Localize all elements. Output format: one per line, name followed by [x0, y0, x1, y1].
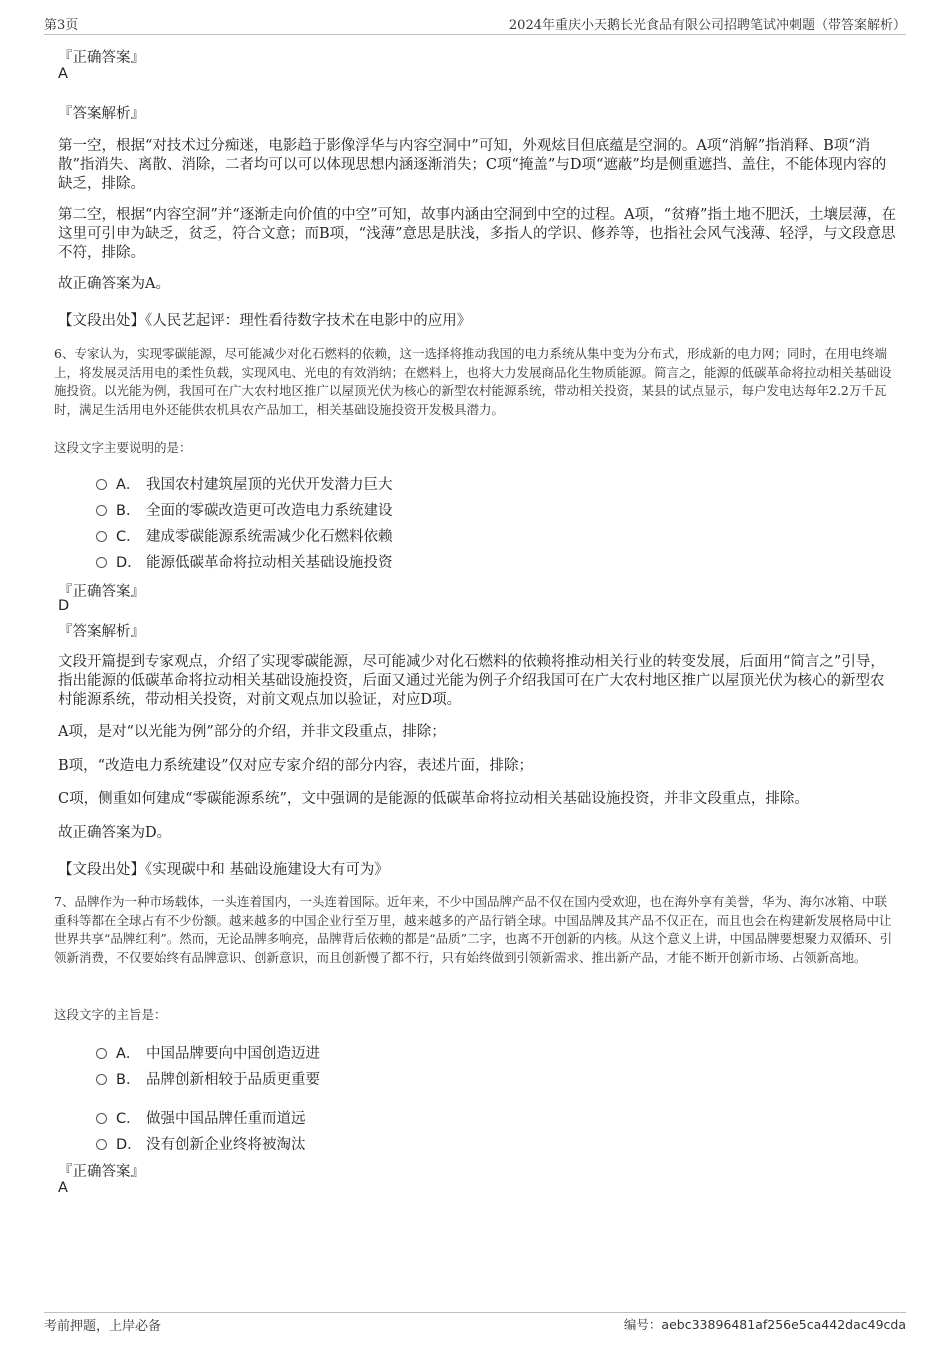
source-citation: 【文段出处】《人民艺起评：理性看待数字技术在电影中的应用》 — [58, 313, 472, 329]
question-prompt: 这段文字主要说明的是： — [54, 440, 192, 455]
answer-label: 『正确答案』 — [58, 584, 145, 600]
option-text: 中国品牌要向中国创造迈进 — [146, 1046, 320, 1062]
option-text: 做强中国品牌任重而道远 — [146, 1111, 306, 1127]
option-key: C． — [116, 1111, 141, 1127]
analysis-conclusion: 故正确答案为D。 — [58, 825, 172, 841]
radio-button-icon[interactable] — [96, 531, 107, 542]
document-title: 2024年重庆小天鹅长光食品有限公司招聘笔试冲刺题（带答案解析） — [508, 18, 906, 33]
option-key: D． — [116, 1137, 142, 1153]
option-b[interactable] — [96, 1068, 320, 1088]
radio-button-icon[interactable] — [96, 557, 107, 568]
page-number: 第3页 — [44, 18, 79, 33]
option-c[interactable] — [96, 525, 393, 545]
page-footer — [44, 1312, 906, 1333]
question-stem: 7、品牌作为一种市场载体，一头连着国内，一头连着国际。近年来，不少中国品牌产品不仅在国内受欢迎，也在海外享有美誉，华为、海尔冰箱、中联重科等都在全球占有不少份额。越来越多的中国企业行至万里，越来越多的产品行销全球。中国品牌及其产品不仅正在，而且也会在构建新发展格局中让世界共享“品牌红利”。然而，无论品牌多响亮，品牌背后依赖的都是“品质”二字，也离不开创新的内核。从这个意义上讲，中国品牌要想聚力双循环、引领新消费，不仅要始终有品牌意识、创新意识，而且创新慢了都不行，只有始终做到引领新需求、推出新产品，才能不断开创新市场、占领新高地。 — [54, 894, 893, 965]
option-a[interactable] — [96, 473, 393, 493]
question-prompt: 这段文字的主旨是： — [54, 1007, 167, 1022]
option-key: B． — [116, 503, 141, 519]
option-key: A． — [116, 1046, 141, 1062]
analysis-paragraph: A项，是对“以光能为例”部分的介绍，并非文段重点，排除； — [58, 724, 446, 740]
analysis-label: 『答案解析』 — [58, 106, 145, 122]
answer-label: 『正确答案』 — [58, 50, 145, 66]
radio-button-icon[interactable] — [96, 1139, 107, 1150]
source-citation: 【文段出处】《实现碳中和 基础设施建设大有可为》 — [58, 862, 389, 878]
option-text: 品牌创新相较于品质更重要 — [146, 1072, 320, 1088]
radio-button-icon[interactable] — [96, 1048, 107, 1059]
option-text: 全面的零碳改造更可改造电力系统建设 — [146, 503, 393, 519]
answer-label: 『正确答案』 — [58, 1164, 145, 1180]
option-key: D． — [116, 555, 142, 571]
radio-button-icon[interactable] — [96, 1074, 107, 1085]
option-b[interactable] — [96, 499, 393, 519]
question-stem: 6、专家认为，实现零碳能源，尽可能减少对化石燃料的依赖，这一选择将推动我国的电力系统从集中变为分布式，形成新的电力网；同时，在用电终端上，将发展灵活用电的柔性负载，实现风电、光电的有效消纳；在燃料上，也将大力发展商品化生物质能源。简言之，能源的低碳革命将拉动相关基础设施投资。以光能为例，我国可在广大农村地区推广以屋顶光伏为核心的新型农村能源系统，带动相关投资，某县的试点显示，每户发电达每年2.2万千瓦时，满足生活用电外还能供农机具农产品加工，相关基础设施投资开发极具潜力。 — [54, 346, 892, 417]
answer-value: D — [58, 598, 70, 614]
option-text: 建成零碳能源系统需减少化石燃料依赖 — [146, 529, 393, 545]
analysis-paragraph: 文段开篇提到专家观点，介绍了实现零碳能源，尽可能减少对化石燃料的依赖将推动相关行业的转变发展，后面用“简言之”引导，指出能源的低碳革命将拉动相关基础设施投资，后面又通过光能为例子介绍我国可在广大农村地区推广以屋顶光伏为核心的新型农村能源系统，带动相关投资，对前文观点加以验证，对应D项。 — [58, 654, 885, 708]
analysis-paragraph: 第二空，根据“内容空洞”并“逐渐走向价值的中空”可知，故事内涵由空洞到中空的过程。A项，“贫瘠”指土地不肥沃，土壤层薄，在这里可引申为缺乏，贫乏，符合文意；而B项，“浅薄”意思是肤浅，多指人的学识、修养等，也指社会风气浅薄、轻浮，与文段意思不符，排除。 — [58, 207, 896, 261]
analysis-paragraph: 第一空，根据“对技术过分痴迷，电影趋于影像浮华与内容空洞中”可知，外观炫目但底蕴是空洞的。A项“消解”指消释、B项“消散”指消失、离散、消除，二者均可以可以体现思想内涵逐渐消失；C项“掩盖”与D项“遮蔽”均是侧重遮挡、盖住，不能体现内容的缺乏，排除。 — [58, 138, 887, 192]
option-key: B． — [116, 1072, 141, 1088]
option-a[interactable] — [96, 1042, 320, 1062]
document-code: 编号：aebc33896481af256e5ca442dac49cda — [623, 1317, 906, 1332]
option-key: C． — [116, 529, 141, 545]
option-d[interactable] — [96, 551, 393, 571]
analysis-conclusion: 故正确答案为A。 — [58, 276, 170, 292]
option-key: A． — [116, 477, 141, 493]
answer-value: A — [58, 66, 68, 82]
analysis-paragraph: B项，“改造电力系统建设”仅对应专家介绍的部分内容，表述片面，排除； — [58, 758, 533, 774]
answer-value: A — [58, 1180, 68, 1196]
option-text: 没有创新企业终将被淘汰 — [146, 1137, 306, 1153]
radio-button-icon[interactable] — [96, 505, 107, 516]
page-header — [44, 14, 906, 35]
radio-button-icon[interactable] — [96, 479, 107, 490]
option-text: 能源低碳革命将拉动相关基础设施投资 — [146, 555, 393, 571]
footer-slogan: 考前押题，上岸必备 — [44, 1319, 162, 1334]
radio-button-icon[interactable] — [96, 1113, 107, 1124]
analysis-label: 『答案解析』 — [58, 624, 145, 640]
analysis-paragraph: C项，侧重如何建成“零碳能源系统”，文中强调的是能源的低碳革命将拉动相关基础设施投资，并非文段重点，排除。 — [58, 791, 809, 807]
option-text: 我国农村建筑屋顶的光伏开发潜力巨大 — [146, 477, 393, 493]
option-c[interactable] — [96, 1107, 306, 1127]
option-d[interactable] — [96, 1133, 306, 1153]
